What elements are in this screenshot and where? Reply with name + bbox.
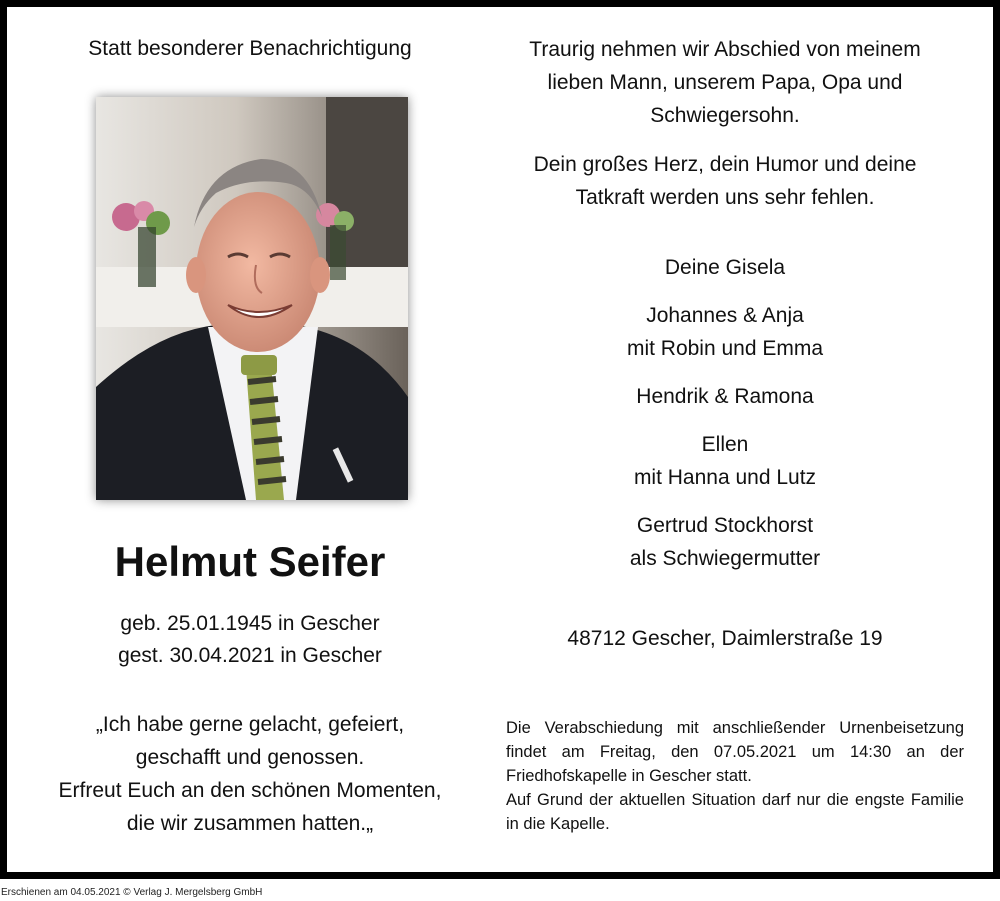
family-line: Johannes & Anja [646,304,804,327]
family-daughter [500,428,950,494]
portrait-photo [96,97,408,500]
family-wife: Deine Gisela [664,256,786,279]
notice-paragraph: Die Verabschiedung mit anschließender Urnenbeisetzung findet am Freitag, den 07.05.2021 um 14:30 an der Friedhofskapelle in Gescher statt. [506,719,964,785]
message-line: Schwiegersohn. [650,104,800,127]
family-line: mit Hanna und Lutz [633,466,817,489]
memorial-quote [0,708,500,840]
funeral-notice [506,716,964,836]
message-line: Dein großes Herz, dein Humor und deine [533,153,917,176]
family-mother-in-law [500,509,950,575]
publication-footer: Erschienen am 04.05.2021 © Verlag J. Mergelsberg GmbH [1,887,263,898]
deceased-name: Helmut Seifer [114,538,386,585]
family-list [500,251,950,590]
quote-line: die wir zusammen hatten.„ [126,812,374,835]
message-line: lieben Mann, unserem Papa, Opa und [547,71,903,94]
family-line: Gertrud Stockhorst [636,514,814,537]
family-line: mit Robin und Emma [626,337,824,360]
family-son1 [500,299,950,365]
quote-line: „Ich habe gerne gelacht, gefeiert, [95,713,405,736]
family-address: 48712 Gescher, Daimlerstraße 19 [567,627,883,650]
family-line: Ellen [701,433,749,456]
farewell-message [500,33,950,132]
quote-line: geschafft und genossen. [135,746,365,769]
message-line: Traurig nehmen wir Abschied von meinem [529,38,921,61]
tribute-message [500,148,950,214]
notice-paragraph: Auf Grund der aktuellen Situation darf nur die engste Familie in die Kapelle. [506,791,964,833]
death-date: gest. 30.04.2021 in Gescher [118,644,382,667]
life-dates [0,608,500,672]
portrait-photo-icon [96,97,408,500]
family-line: als Schwiegermutter [629,547,821,570]
birth-date: geb. 25.01.1945 in Gescher [120,612,380,635]
intro-text: Statt besonderer Benachrichtigung [88,37,412,60]
message-line: Tatkraft werden uns sehr fehlen. [575,186,875,209]
family-son2: Hendrik & Ramona [636,385,814,408]
quote-line: Erfreut Euch an den schönen Momenten, [58,779,442,802]
